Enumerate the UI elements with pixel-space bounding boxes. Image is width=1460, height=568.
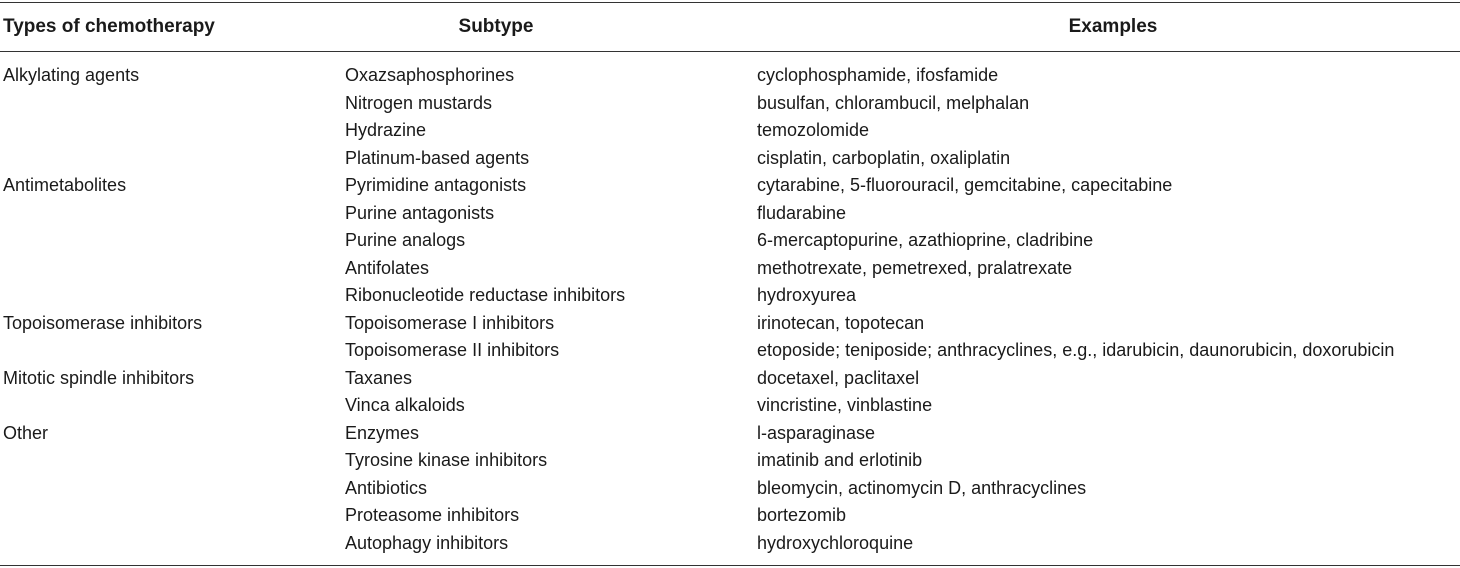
table-row bbox=[0, 90, 1460, 118]
cell-examples: bortezomib bbox=[757, 505, 847, 525]
table-row bbox=[0, 255, 1460, 283]
cell-examples: cyclophosphamide, ifosfamide bbox=[757, 65, 999, 85]
table-row bbox=[0, 475, 1460, 503]
table-row bbox=[0, 62, 1460, 90]
table-row bbox=[0, 227, 1460, 255]
cell-subtype: Topoisomerase II inhibitors bbox=[345, 340, 560, 360]
cell-subtype: Ribonucleotide reductase inhibitors bbox=[345, 285, 626, 305]
cell-examples: fludarabine bbox=[757, 202, 847, 223]
cell-subtype: Nitrogen mustards bbox=[345, 92, 493, 113]
table-row bbox=[0, 392, 1460, 420]
cell-subtype: Autophagy inhibitors bbox=[345, 532, 509, 553]
cell-examples: hydroxychloroquine bbox=[757, 532, 914, 553]
cell-type: Other bbox=[3, 422, 49, 443]
table-top-rule bbox=[0, 2, 1460, 3]
table-header-rule bbox=[0, 51, 1460, 52]
table-row bbox=[0, 200, 1460, 228]
cell-subtype: Platinum-based agents bbox=[345, 147, 530, 168]
table-row bbox=[0, 530, 1460, 558]
cell-examples: etoposide; teniposide; anthracyclines, e.g., idarubicin, daunorubicin, doxorubicin bbox=[757, 340, 1395, 360]
cell-examples: temozolomide bbox=[757, 120, 870, 140]
header-types-of-chemotherapy: Types of chemotherapy bbox=[3, 16, 215, 37]
cell-examples: irinotecan, topotecan bbox=[757, 312, 925, 333]
cell-subtype: Topoisomerase I inhibitors bbox=[345, 312, 555, 333]
table-row bbox=[0, 365, 1460, 393]
cell-type: Mitotic spindle inhibitors bbox=[3, 367, 195, 388]
cell-examples: docetaxel, paclitaxel bbox=[757, 367, 920, 388]
cell-type: Antimetabolites bbox=[3, 175, 127, 195]
cell-examples: busulfan, chlorambucil, melphalan bbox=[757, 92, 1030, 113]
header-examples: Examples bbox=[1068, 16, 1158, 37]
cell-examples: 6-mercaptopurine, azathioprine, cladribine bbox=[757, 230, 1094, 250]
cell-examples: hydroxyurea bbox=[757, 285, 857, 305]
table-row bbox=[0, 117, 1460, 145]
header-subtype: Subtype bbox=[458, 16, 534, 37]
cell-subtype: Purine analogs bbox=[345, 230, 466, 250]
cell-subtype: Pyrimidine antagonists bbox=[345, 175, 527, 195]
cell-examples: bleomycin, actinomycin D, anthracyclines bbox=[757, 477, 1087, 498]
table-bottom-rule bbox=[0, 565, 1460, 566]
cell-examples: cytarabine, 5-fluorouracil, gemcitabine, capecitabine bbox=[757, 175, 1173, 195]
table-row bbox=[0, 172, 1460, 200]
cell-subtype: Taxanes bbox=[345, 367, 413, 388]
cell-subtype: Tyrosine kinase inhibitors bbox=[345, 450, 548, 470]
cell-examples: methotrexate, pemetrexed, pralatrexate bbox=[757, 257, 1073, 278]
table-row bbox=[0, 282, 1460, 310]
table-row bbox=[0, 502, 1460, 530]
cell-subtype: Antibiotics bbox=[345, 477, 428, 498]
cell-subtype: Vinca alkaloids bbox=[345, 395, 465, 415]
table-body bbox=[0, 62, 1460, 557]
cell-examples: imatinib and erlotinib bbox=[757, 450, 923, 470]
cell-subtype: Purine antagonists bbox=[345, 202, 495, 223]
cell-examples: cisplatin, carboplatin, oxaliplatin bbox=[757, 147, 1011, 168]
table-row bbox=[0, 310, 1460, 338]
table-row bbox=[0, 145, 1460, 173]
table-row bbox=[0, 420, 1460, 448]
cell-type: Alkylating agents bbox=[3, 65, 140, 85]
table-row bbox=[0, 337, 1460, 365]
cell-subtype: Hydrazine bbox=[345, 120, 427, 140]
cell-subtype: Proteasome inhibitors bbox=[345, 505, 520, 525]
cell-examples: vincristine, vinblastine bbox=[757, 395, 933, 415]
cell-examples: l-asparaginase bbox=[757, 422, 876, 443]
cell-subtype: Antifolates bbox=[345, 257, 430, 278]
cell-subtype: Enzymes bbox=[345, 422, 420, 443]
table-row bbox=[0, 447, 1460, 475]
table-header-row bbox=[0, 14, 1460, 40]
cell-subtype: Oxazsaphosphorines bbox=[345, 65, 515, 85]
cell-type: Topoisomerase inhibitors bbox=[3, 312, 203, 333]
